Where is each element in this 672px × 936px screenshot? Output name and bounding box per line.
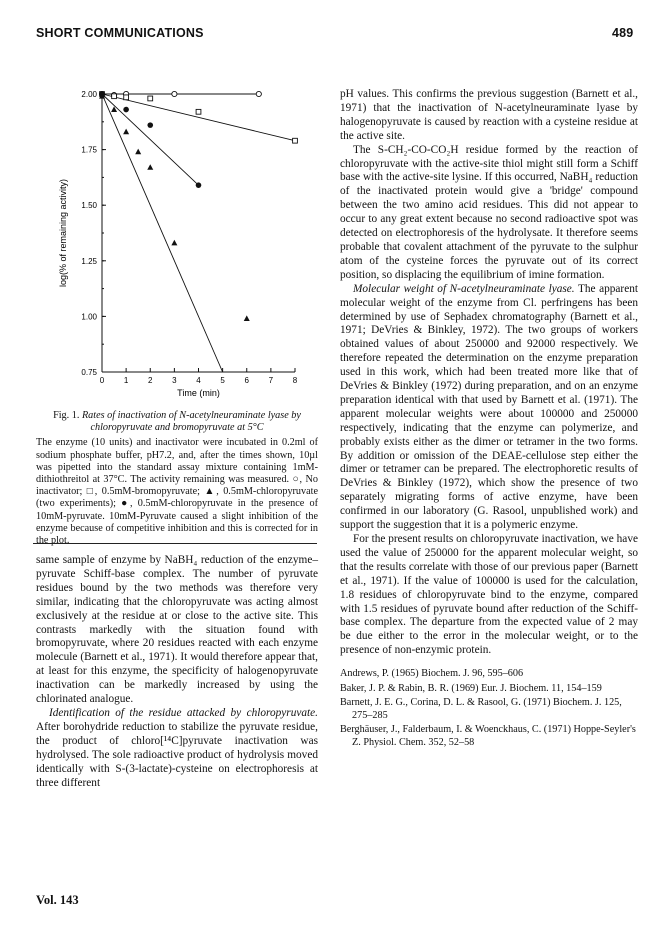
paragraph-identification <box>36 707 318 790</box>
paragraph-continued: same sample of enzyme by NaBH₄ reduction of the enzyme–pyruvate Schiff-base complex. The number of pyruvate residues bound by the two methods was therefore very similar, indicating that the chloropyruvate was acting almost exclusively at the residue at or close to the active site. This contrasts markedly with the situation found with bromopyruvate, where 20 residues reacted with each enzyme molecule (Barnett et al., 1971). It would therefore appear that, at least for this enzyme, the specificity of halogenopyruvate inactivation can be markedly increased by using the chlorinated analogue. <box>36 554 318 706</box>
data-point-open-square <box>124 95 129 100</box>
page-number: 489 <box>612 26 634 40</box>
volume-footer: Vol. 143 <box>36 893 79 907</box>
running-header: SHORT COMMUNICATIONS <box>36 26 204 40</box>
column-divider <box>33 543 317 544</box>
data-point-open-square <box>112 94 117 99</box>
paragraph-present-results: For the present results on chloropyruvate inactivation, we have used the value of 250000 for the apparent molecular weight, so that the results correlate with those of our previous paper (Barnett et al., 1971). If the value of 100000 is used for the calculation, 1.8 residues of chloropyruvate bind to the enzyme, compared with 1.5 residues of pyruvate bound after reduction of the Schiff-base complex. The departure from the expected value of 2 may be due either to the error in the molecular weight, or to the presence of non-enzymic protein. <box>340 533 638 657</box>
x-tick-label: 2 <box>148 376 153 385</box>
heading-identification: Identification of the residue attacked by chloropyruvate. <box>49 706 318 719</box>
caption-body: The enzyme (10 units) and inactivator were incubated in 0.2ml of sodium phosphate buffer, pH7.2, and, after the times shown, 10µl was pipetted into the standard assay mixture containing 1mM-dithiothreitol at 37°C. The activity remaining was measured. ○, No inactivator; □, 0.5mM-bromopyruvate; ▲, 0.5mM-chloropyruvate (two experiments); ●, 0.5mM-chloropyruvate in the presence of 10mM-pyruvate. 10mM-Pyruvate caused a slight inhibition of the enzyme because of competitive inhibition and this is corrected for in the plot. <box>36 437 318 547</box>
x-tick-label: 4 <box>196 376 201 385</box>
x-tick-label: 0 <box>99 376 105 385</box>
x-tick-label: 8 <box>292 376 298 385</box>
reference-item: Berghäuser, J., Falderbaum, I. & Woenckhaus, C. (1971) Hoppe-Seyler's Z. Physiol. Chem. 352, 52–58 <box>340 724 636 748</box>
data-point-filled-circle <box>147 122 153 128</box>
left-column <box>36 554 318 790</box>
data-point-filled-triangle <box>171 240 177 246</box>
paragraph-molecular-weight <box>340 283 638 533</box>
data-point-filled-triangle <box>123 129 129 135</box>
data-point-open-square <box>293 138 298 143</box>
x-tick-label: 5 <box>220 376 225 385</box>
reference-item: Barnett, J. E. G., Corina, D. L. & Rasool, G. (1971) Biochem. J. 125, 275–285 <box>340 697 622 721</box>
y-tick-label: 1.25 <box>81 256 97 266</box>
x-axis-label: Time (min) <box>177 388 220 398</box>
fit-line <box>102 94 199 185</box>
caption-heading <box>36 410 318 434</box>
y-tick-label: 1.75 <box>81 145 97 155</box>
data-point-open-square <box>196 109 201 114</box>
y-tick-label: 1.50 <box>81 201 97 211</box>
right-column <box>340 88 638 751</box>
reference-item: Baker, J. P. & Rabin, B. R. (1969) Eur. J. Biochem. 11, 154–159 <box>340 682 602 694</box>
y-axis-label: log(% of remaining activity) <box>58 178 68 288</box>
x-tick-label: 7 <box>268 376 274 385</box>
reference-list <box>340 668 638 749</box>
x-tick-label: 1 <box>123 376 129 385</box>
y-tick-label: 1.00 <box>81 312 97 322</box>
data-point-filled-circle <box>196 182 202 188</box>
x-tick-label: 6 <box>244 376 249 385</box>
inactivation-chart <box>30 82 330 407</box>
data-point-open-square <box>148 96 153 101</box>
paragraph-schiff: The S-CH₂-CO-CO₂H residue formed by the reaction of chloropyruvate with the active-site thiol might still form a Schiff base with the active-site lysine. If this occurred, NaBH₄ reduction of the inactivated protein would give a 'bridge' compound between the two amino acid residues. This did not appear to occur to any great extent because no second radioactive spot was detected on electrophoresis of the hydrolysate. It therefore seems probable that covalent attachment of the pyruvate to the sulphur atom of the cysteine forces the pyruvate out of its correct position, so displacing the equilibrium of imine formation. <box>340 143 638 281</box>
x-tick-label: 3 <box>172 376 177 385</box>
y-tick-label: 0.75 <box>81 368 97 377</box>
fit-line <box>102 94 295 141</box>
identification-text: After borohydride reduction to stabilize the pyruvate residue, the product of chloro[¹⁴C]pyruvate inactivation was hydrolysed. The sole radioactive product of hydrolysis moved identically with S-(3-lactate)-cysteine on electrophoresis at three different <box>36 720 318 789</box>
reference-item: Andrews, P. (1965) Biochem. J. 96, 595–606 <box>340 668 524 680</box>
paragraph-ph: pH values. This confirms the previous suggestion (Barnett et al., 1971) that the inactivation of N-acetylneuraminate lyase by halogenopyruvate is caused by reaction with a cysteine residue at the active site. <box>340 88 638 142</box>
data-point-filled-triangle <box>135 149 141 155</box>
fit-line <box>102 94 223 372</box>
data-point-open-circle <box>256 91 261 96</box>
figure-caption <box>36 410 318 547</box>
heading-molecular-weight: Molecular weight of N-acetylneuraminate lyase. <box>353 282 575 295</box>
data-point-filled-triangle <box>244 315 250 321</box>
molecular-weight-text: The apparent molecular weight of the enzyme from Cl. perfringens has been determined by use of Sephadex chromatography (Barnett et al., 1971; DeVries & Binkley, 1972). The two groups of workers obtained values of about 250000 and 92000 respectively. We therefore repeated the determination on the enzyme preparation used in this work, which had been treated more like that of DeVries & Binkley (1972) during preparation, and on an enzyme preparation identical with that used by Barnett et al. (1971). The apparent molecular weights were about 100000 and 250000 respectively, indicating that the enzyme can polymerize, and probably exists either as the dimer or tetramer in the two forms. By addition or omission of the DEAE-cellulose step either the dimer or tetramer can be prepared. The electrophoretic results of DeVries & Binkley (1972), which show the presence of two separately migrating forms of active enzyme, have been confirmed in our laboratory (G. Rasool, unpublished work) and support the suggestion that it is a polymeric enzyme. <box>340 282 638 532</box>
y-tick-label: 2.00 <box>81 90 97 99</box>
caption-title: Rates of inactivation of N-acetylneuraminate lyase by chloropyruvate and bromopyruvate at 5°C <box>81 410 301 434</box>
data-point-filled-circle <box>123 107 129 113</box>
data-point-open-circle <box>172 91 177 96</box>
data-point-filled-triangle <box>147 164 153 170</box>
caption-label: Fig. 1. <box>53 410 80 421</box>
